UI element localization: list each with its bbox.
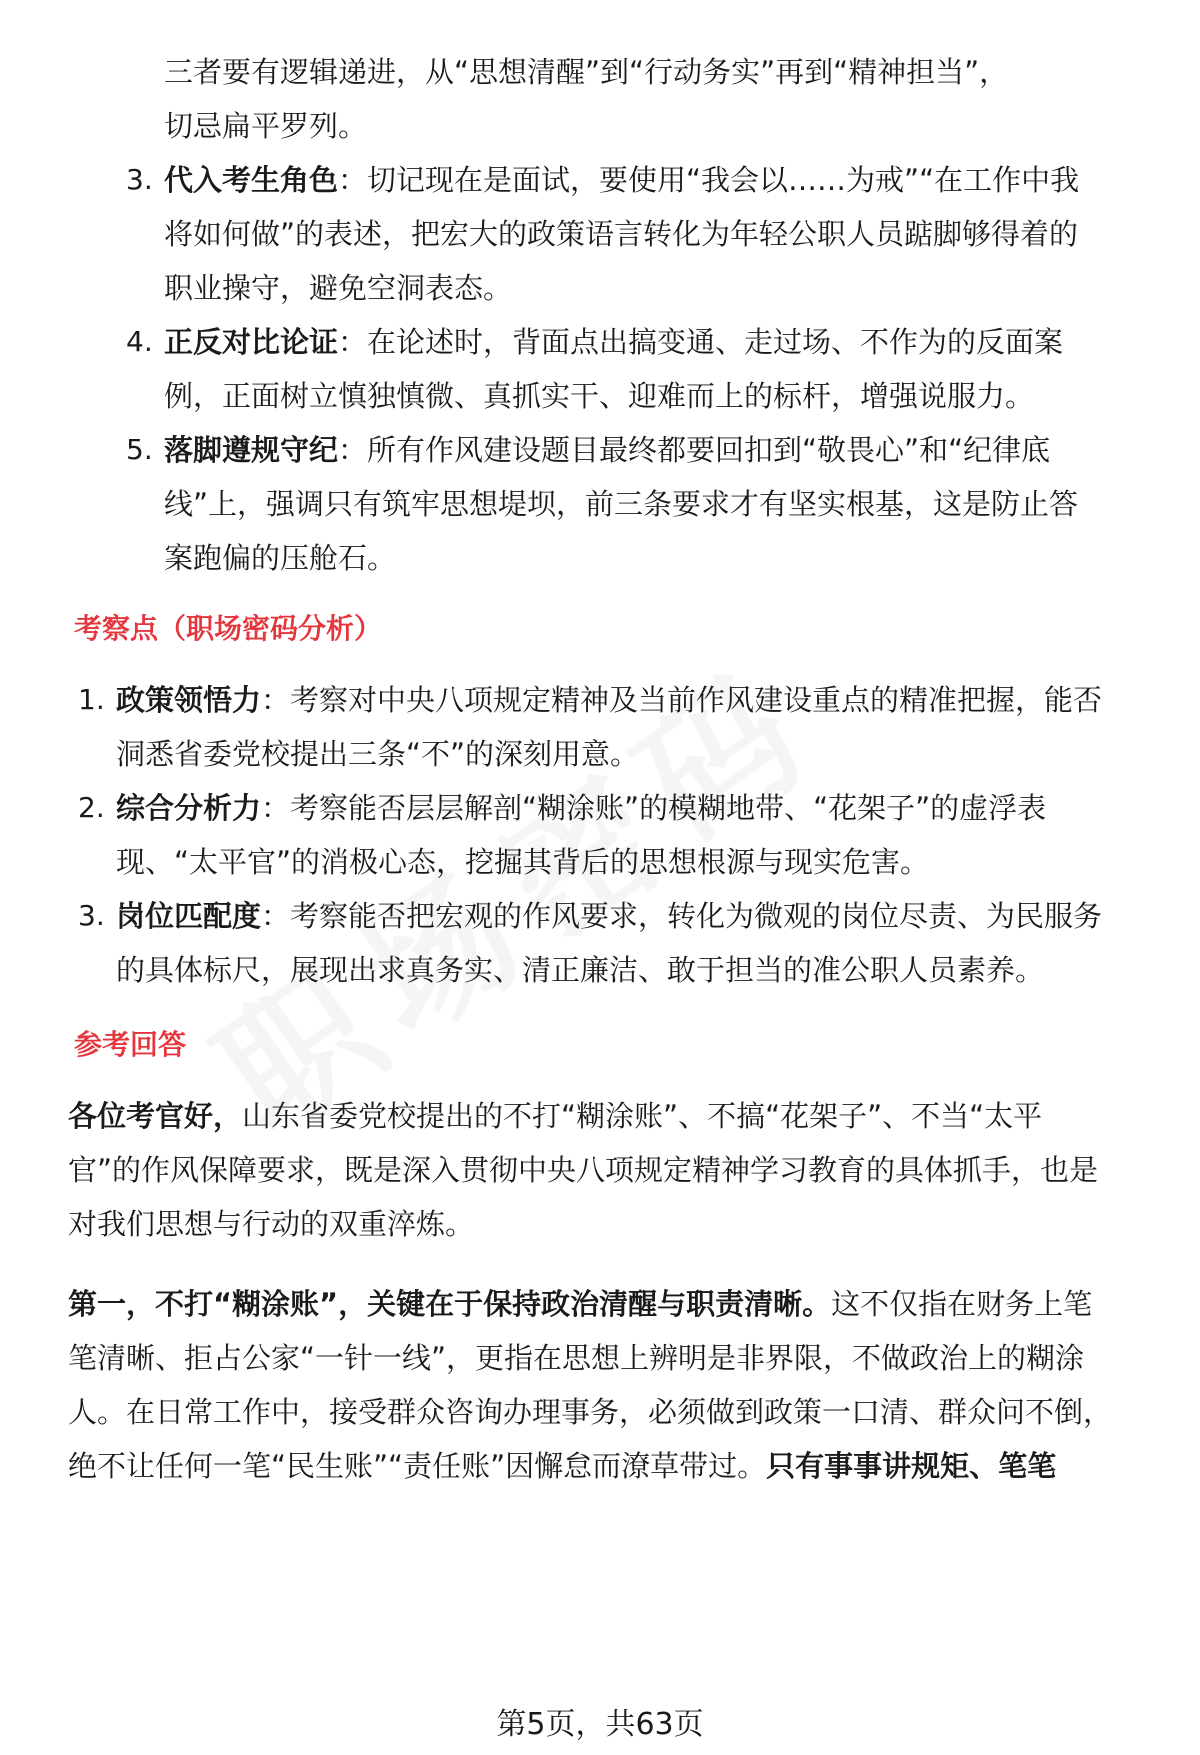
text-line: 切忌扁平罗列。	[164, 109, 368, 143]
text-line: 职业操守，避免空洞表态。	[164, 271, 513, 305]
list-number: 3.	[78, 899, 105, 932]
list-number: 2.	[78, 791, 105, 824]
list-item-text: ：所有作风建设题目最终都要回扣到“敬畏心”和“纪律底	[338, 433, 1051, 467]
watermark	[169, 481, 1030, 1174]
list-item	[164, 430, 1050, 470]
list-number: 1.	[78, 683, 105, 716]
list-number: 3.	[126, 163, 153, 196]
list-item-text: ：考察对中央八项规定精神及当前作风建设重点的精准把握，能否	[261, 683, 1103, 717]
list-number: 4.	[126, 325, 153, 358]
list-item-text: ：考察能否把宏观的作风要求，转化为微观的岗位尽责、为民服务	[261, 899, 1103, 933]
list-item-title: 政策领悟力	[116, 683, 262, 717]
list-item	[164, 322, 1063, 362]
list-item-title: 综合分析力	[116, 791, 262, 825]
text-line: 对我们思想与行动的双重淬炼。	[68, 1207, 475, 1241]
list-item-title: 落脚遵规守纪	[164, 433, 339, 467]
text-line: 现、“太平官”的消极心态，挖掘其背后的思想根源与现实危害。	[116, 845, 930, 879]
section-heading-reference-answer: 参考回答	[74, 1028, 187, 1061]
paragraph-lead: 第一，不打“糊涂账”，关键在于保持政治清醒与职责清晰。	[68, 1287, 832, 1321]
list-item	[116, 896, 1102, 936]
text-line: 笔清晰、拒占公家“一针一线”，更指在思想上辨明是非界限，不做政治上的糊涂	[68, 1341, 1085, 1375]
text-line: 洞悉省委党校提出三条“不”的深刻用意。	[116, 737, 640, 771]
text-line: 的具体标尺，展现出求真务实、清正廉洁、敢于担当的准公职人员素养。	[116, 953, 1045, 987]
text-line: 案跑偏的压舱石。	[164, 541, 397, 575]
text-line: 人。在日常工作中，接受群众咨询办理事务，必须做到政策一口清、群众问不倒，	[68, 1395, 1113, 1429]
text-line: 官”的作风保障要求，既是深入贯彻中央八项规定精神学习教育的具体抓手，也是	[68, 1153, 1099, 1187]
paragraph-line	[68, 1446, 1056, 1486]
list-item-title: 岗位匹配度	[116, 899, 262, 933]
text-line: 将如何做”的表述，把宏大的政策语言转化为年轻公职人员踮脚够得着的	[164, 217, 1079, 251]
list-item	[116, 788, 1046, 828]
list-item-title: 代入考生角色	[164, 163, 339, 197]
list-item-title: 正反对比论证	[164, 325, 339, 359]
section-heading-exam-points: 考察点（职场密码分析）	[74, 612, 383, 645]
list-item-text: ：在论述时，背面点出搞变通、走过场、不作为的反面案	[338, 325, 1064, 359]
text-line: 三者要有逻辑递进，从“思想清醒”到“行动务实”再到“精神担当”，	[164, 55, 1009, 89]
list-item	[164, 160, 1079, 200]
paragraph-line	[68, 1284, 1092, 1324]
paragraph-lead: 各位考官好，	[68, 1099, 243, 1133]
list-number: 5.	[126, 433, 153, 466]
paragraph-text: 山东省委党校提出的不打“糊涂账”、不搞“花架子”、不当“太平	[242, 1099, 1043, 1133]
paragraph-text: 绝不让任何一笔“民生账”“责任账”因懈怠而潦草带过。	[68, 1449, 767, 1483]
text-line: 线”上，强调只有筑牢思想堤坝，前三条要求才有坚实根基，这是防止答	[164, 487, 1079, 521]
list-item-text: ：考察能否层层解剖“糊涂账”的模糊地带、“花架子”的虚浮表	[261, 791, 1047, 825]
text-line: 例，正面树立慎独慎微、真抓实干、迎难而上的标杆，增强说服力。	[164, 379, 1035, 413]
list-item-text: ：切记现在是面试，要使用“我会以……为戒”“在工作中我	[338, 163, 1080, 197]
page-number-footer: 第5页，共63页	[496, 1707, 704, 1742]
paragraph-text: 这不仅指在财务上笔	[831, 1287, 1093, 1321]
paragraph-bold-tail: 只有事事讲规矩、笔笔	[766, 1449, 1057, 1483]
list-item	[116, 680, 1102, 720]
paragraph-line	[68, 1096, 1042, 1136]
